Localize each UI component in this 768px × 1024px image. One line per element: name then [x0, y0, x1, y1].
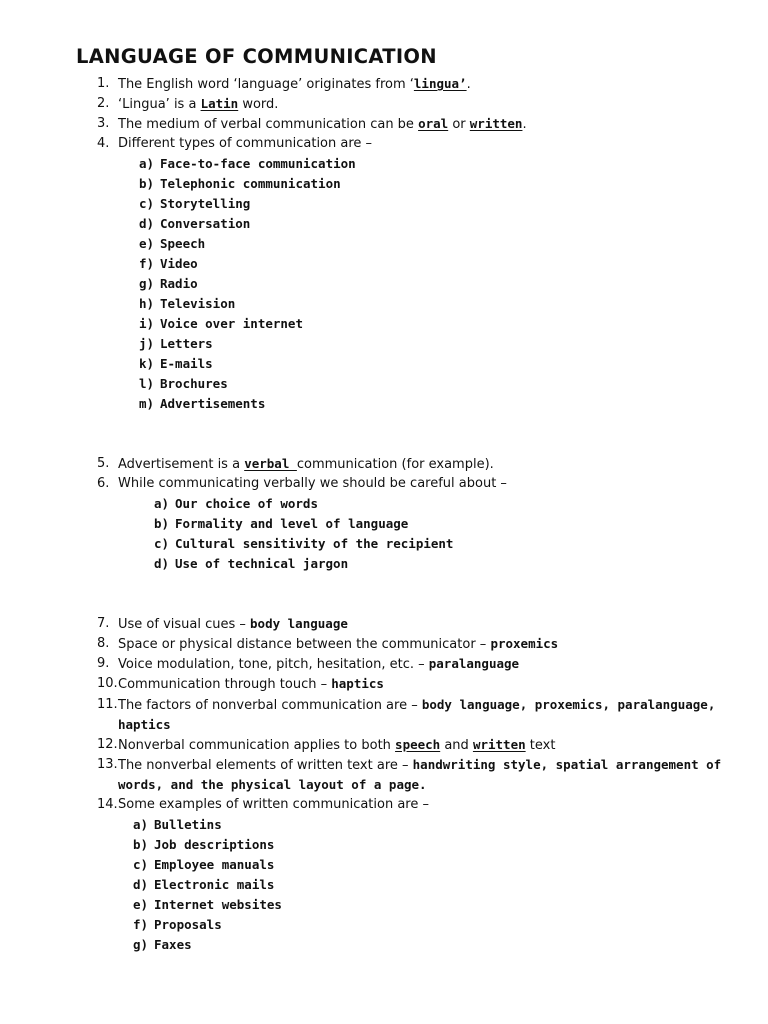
list-item	[118, 674, 384, 695]
list-item	[118, 134, 372, 154]
list-number: h)	[139, 296, 155, 311]
bold-text: written	[472, 737, 526, 752]
list-number: 6.	[97, 476, 110, 491]
text: Different types of communication are –	[118, 136, 373, 151]
list-item	[118, 94, 278, 115]
list-number: 8.	[97, 636, 110, 651]
text: .	[522, 117, 527, 132]
list-number: e)	[133, 897, 149, 912]
bold-text: Speech	[160, 236, 206, 251]
list-number: b)	[154, 516, 170, 531]
bold-text: Latin	[200, 96, 239, 111]
list-number: c)	[139, 196, 155, 211]
list-number: 4.	[97, 136, 110, 151]
text: text	[525, 738, 556, 753]
list-item	[160, 254, 198, 275]
list-item	[118, 715, 171, 736]
list-number: l)	[139, 376, 155, 391]
list-number: c)	[133, 857, 149, 872]
bold-text: Job descriptions	[154, 837, 275, 852]
list-number: d)	[154, 556, 170, 571]
list-number: f)	[133, 917, 149, 932]
list-item	[118, 474, 507, 494]
list-number: k)	[139, 356, 155, 371]
list-item	[175, 494, 318, 515]
list-number: 5.	[97, 456, 110, 471]
bold-text: body language	[250, 616, 348, 631]
list-item	[118, 775, 427, 796]
list-item	[160, 334, 213, 355]
bold-text: Video	[160, 256, 198, 271]
list-number: 9.	[97, 656, 110, 671]
list-item	[118, 74, 471, 95]
list-number: 13.	[97, 757, 118, 772]
list-number: g)	[133, 937, 149, 952]
list-item	[118, 695, 715, 716]
list-number: d)	[139, 216, 155, 231]
list-item	[175, 514, 408, 535]
bold-text: Letters	[160, 336, 213, 351]
bold-text: written	[469, 116, 523, 131]
bold-text: words, and the physical layout of a page.	[118, 777, 427, 792]
list-item	[118, 755, 721, 776]
bold-text: paralanguage	[428, 656, 520, 671]
bold-text: lingua’	[413, 76, 467, 91]
text: .	[466, 77, 471, 92]
bold-text: body language, proxemics, paralanguage,	[421, 697, 716, 712]
text: Communication through touch –	[118, 677, 332, 692]
bold-text: handwriting style, spatial arrangement of	[412, 757, 722, 772]
list-number: 14.	[97, 797, 118, 812]
text: ‘Lingua’ is a	[118, 97, 201, 112]
text: Advertisement is a	[118, 457, 245, 472]
list-number: e)	[139, 236, 155, 251]
list-item	[160, 354, 213, 375]
list-number: d)	[133, 877, 149, 892]
list-number: 2.	[97, 96, 110, 111]
list-item	[154, 915, 222, 936]
bold-text: Radio	[160, 276, 198, 291]
list-item	[154, 855, 274, 876]
list-number: c)	[154, 536, 170, 551]
bold-text: Employee manuals	[154, 857, 275, 872]
bold-text: oral	[418, 116, 449, 131]
list-number: m)	[139, 396, 155, 411]
text: The English word ‘language’ originates from ‘	[118, 77, 414, 92]
bold-text: verbal	[244, 456, 297, 471]
list-number: 1.	[97, 76, 110, 91]
list-item	[154, 875, 274, 896]
list-item	[160, 194, 250, 215]
list-item	[118, 795, 429, 815]
text: Use of visual cues –	[118, 617, 251, 632]
bold-text: Electronic mails	[154, 877, 275, 892]
bold-text: Storytelling	[160, 196, 251, 211]
list-number: g)	[139, 276, 155, 291]
text: and	[440, 738, 473, 753]
list-number: a)	[139, 156, 155, 171]
bold-text: Brochures	[160, 376, 228, 391]
list-item	[154, 935, 192, 956]
list-number: a)	[154, 496, 170, 511]
list-item	[160, 174, 341, 195]
bold-text: haptics	[118, 717, 171, 732]
bold-text: Cultural sensitivity of the recipient	[175, 536, 454, 551]
list-item	[160, 274, 198, 295]
list-item	[160, 314, 303, 335]
bold-text: Voice over internet	[160, 316, 303, 331]
page-title: LANGUAGE OF COMMUNICATION	[76, 45, 437, 68]
bold-text: Faxes	[154, 937, 192, 952]
bold-text: E-mails	[160, 356, 213, 371]
list-item	[160, 214, 250, 235]
list-number: 3.	[97, 116, 110, 131]
bold-text: Advertisements	[160, 396, 266, 411]
text: Some examples of written communication are –	[118, 797, 429, 812]
bold-text: Our choice of words	[175, 496, 318, 511]
list-number: 12.	[97, 737, 118, 752]
list-item	[160, 234, 205, 255]
list-item	[160, 394, 265, 415]
text: Voice modulation, tone, pitch, hesitation, etc. –	[118, 657, 429, 672]
bold-text: Television	[160, 296, 236, 311]
text: The factors of nonverbal communication are –	[118, 698, 422, 713]
list-item	[154, 815, 222, 836]
bold-text: Formality and level of language	[175, 516, 409, 531]
text: or	[448, 117, 470, 132]
list-number: f)	[139, 256, 155, 271]
bold-text: Telephonic communication	[160, 176, 341, 191]
list-item	[160, 374, 228, 395]
list-item	[154, 895, 282, 916]
list-item	[118, 614, 348, 635]
list-item	[154, 835, 274, 856]
list-item	[160, 154, 356, 175]
bold-text: Use of technical jargon	[175, 556, 349, 571]
text: The nonverbal elements of written text are –	[118, 758, 413, 773]
list-item	[175, 534, 453, 555]
bold-text: Face-to-face communication	[160, 156, 356, 171]
list-number: 7.	[97, 616, 110, 631]
text: While communicating verbally we should be careful about –	[118, 476, 507, 491]
list-item	[118, 735, 555, 756]
bold-text: Bulletins	[154, 817, 222, 832]
text: The medium of verbal communication can be	[118, 117, 419, 132]
list-number: 11.	[97, 697, 118, 712]
bold-text: Internet websites	[154, 897, 282, 912]
text: Nonverbal communication applies to both	[118, 738, 396, 753]
text: communication (for example).	[296, 457, 494, 472]
text: word.	[238, 97, 279, 112]
list-number: i)	[139, 316, 155, 331]
list-item	[118, 634, 558, 655]
list-number: j)	[139, 336, 155, 351]
list-number: 10.	[97, 676, 118, 691]
text: Space or physical distance between the communicator –	[118, 637, 491, 652]
bold-text: speech	[395, 737, 441, 752]
list-item	[118, 654, 519, 675]
bold-text: Proposals	[154, 917, 222, 932]
list-item	[118, 114, 527, 135]
list-number: a)	[133, 817, 149, 832]
bold-text: haptics	[331, 676, 384, 691]
bold-text: proxemics	[490, 636, 559, 651]
list-item	[118, 454, 494, 475]
list-item	[160, 294, 235, 315]
list-number: b)	[133, 837, 149, 852]
list-item	[175, 554, 348, 575]
bold-text: Conversation	[160, 216, 251, 231]
list-number: b)	[139, 176, 155, 191]
